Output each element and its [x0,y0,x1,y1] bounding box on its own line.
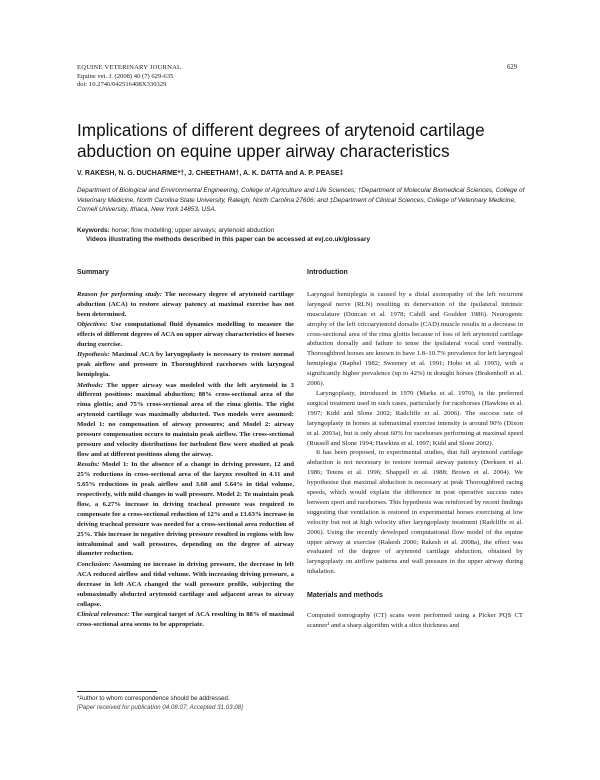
summary-item [77,610,294,630]
summary-item [77,320,294,350]
summary-item-text: The surgical target of ACA resulting in 88% of maximal cross-sectional area seems to be appropriate. [77,610,294,628]
keywords-label: Keywords: [77,227,110,234]
journal-header [77,64,181,90]
introduction-paragraph: Laryngoplasty, introduced in 1970 (Marks et al. 1970), is the preferred surgical treatment used in such cases, particularly for racehorses (Hawkins et al. 1997; Kidd and Slone 2002; Radcliffe et al. 2006). The success rate of laryngoplasty in horses at submaximal exercise intensity is around 90% (Dixon et al. 2003a), but is only about 60% for racehorses performing at maximal speed (Russell and Slone 1994; Hawkins et al. 1997; Kidd and Slone 2002). [307,389,523,447]
footnotes [77,695,377,712]
summary-item [77,460,294,559]
journal-citation: Equine vet. J. (2008) 40 (7) 629-635 [77,72,174,80]
article-title: Implications of different degrees of arytenoid cartilage abduction on equine upper airway characteristics [77,120,485,161]
article-affiliation: Department of Biological and Environmental Engineering, College of Agriculture and Life Sciences; †Department of Molecular Biomedical Sciences, College of Veterinary Medicine, North Carolina State University, Raleigh, North Carolina 27606; and ‡Department of Clinical Sciences, College of Veterinary Medicine, Cornell University, Ithaca, New York 14853, USA. [77,187,525,214]
summary-item [77,290,294,320]
summary-heading: Summary [77,269,109,276]
summary-item-text: The necessary degree of arytenoid cartilage abduction (ACA) to restore airway patency at maximal exercise has not been determined. [77,290,294,318]
methods-heading: Materials and methods [307,592,383,600]
summary-item-text: Assuming no increase in driving pressure, the decrease in left ACA reduced airflow and tidal volume. With increasing driving pressure, a decrease in left ACA changed the wall pressure profile, subjecting the submaximally abducted arytenoid cartilage and adjacent areas to airway collapse. [77,560,294,608]
summary-item-label: Results: [77,461,100,469]
summary-item-label: Objectives: [77,321,108,329]
summary-item-label: Hypothesis: [77,351,110,359]
summary-column [77,268,294,630]
introduction-paragraph: It has been proposed, in experimental studies, that full arytenoid cartilage abduction is not necessary to restore normal airway patency (Derksen et al. 1986; Tetens et al. 1996; Shappell et al. 1988; Brown et al. 2004). We hypothesise that maximal abduction is necessary at peak Thoroughbred racing speeds, which would explain the difference in post operative success rates between sport and racehorses. This hypothesis was reinforced by recent findings suggesting that ventilation is restored in experimental horses exercising at low velocity but not at high velocity after laryngoplasty treatment (Radcliffe et al. 2006). Using the recently developed computational flow model of the equine upper airway at exercise (Rakesh 2006; Rakesh et al. 2008a), the effect was evaluated of the degree of arytenoid cartilage abduction, obtained by laryngoplasty on airflow patterns and wall pressure in the upper airway during inhalation. [307,449,523,576]
summary-item [77,350,294,380]
journal-name: EQUINE VETERINARY JOURNAL [77,64,182,71]
introduction-heading: Introduction [307,269,348,276]
keywords-block [77,226,537,244]
article-authors: V. RAKESH, N. G. DUCHARME*†, J. CHEETHAM†, A. K. DATTA and A. P. PEASE‡ [77,170,344,177]
summary-item-text: The upper airway was modeled with the left arytenoid in 3 different positions: maximal abduction; 88% cross-sectional area of the rima glottis; and 75% cross-sectional area of the rima glottis. The right arytenoid cartilage was maximally abducted. Two models were assumed: Model 1: no compensation of airway pressures; and Model 2: airway pressure compensation occurs to maintain peak airflow. The cross-sectional pressure and velocity distributions for turbulent flow were studied at peak flow and at different positions along the airway. [77,381,294,458]
summary-item-text: Model 1: In the absence of a change in driving pressure, 12 and 25% reductions in cross-sectional area of the larynx resulted in 4.11 and 5.65% reductions in peak airflow and 3.68 and 5.64% in tidal volume, respectively, with mild changes in wall pressure. Model 2: To maintain peak flow, a 6.27% increase in driving tracheal pressure was required to compensate for a cross-sectional reduction of 12% and a 13.63% increase in driving tracheal pressure was needed for a cross-sectional area reduction of 25%. This increase in negative driving pressure resulted in regions with low intraluminal and wall pressures, depending on the degree of airway diameter reduction. [77,461,294,558]
summary-item [77,381,294,460]
methods-paragraph: Computed tomography (CT) scans were performed using a Picker PQS CT scanner¹ and a sharp algorithm with a slice thickness and [307,612,523,629]
page-number: 629 [507,64,518,71]
summary-item-label: Conclusion: [77,560,111,568]
video-note: Videos illustrating the methods described in this paper can be accessed at evj.co.uk/glossary [86,236,371,243]
summary-item-label: Reason for performing study: [77,290,162,298]
correspondence-note: *Author to whom correspondence should be addressed. [77,695,230,702]
journal-doi: doi: 10.2746/042516408X330329 [77,81,167,89]
summary-item [77,560,294,610]
keywords-text: horse; flow modelling; upper airways; arytenoid abduction [111,227,275,234]
summary-item-label: Methods: [77,381,104,389]
introduction-column [307,268,523,631]
received-note: [Paper received for publication 04.08.07; Accepted 31.03.08] [77,703,243,711]
summary-item-label: Clinical relevance: [77,610,130,618]
footnote-rule [77,691,157,692]
introduction-paragraph: Laryngeal hemiplegia is caused by a distal axonopathy of the left recurrent laryngeal nerve (RLN) resulting in denervation of the ipsilateral intrinsic musculature (Duncan et al. 1978; Cahill and Goulden 1986). Neurogenic atrophy of the left cricoarytenoid dorsalis (CAD) muscle results in a decrease in cross-sectional area of the rima glottis because of loss of left arytenoid cartilage abduction dorsally and failure to tense the ipsilateral vocal cord ventrally. Thoroughbred horses are known to have 1.8–10.7% prevalence for left laryngeal hemiplegia (Raphel 1982; Sweeney et al. 1991; Hobo et al. 1995), with a significantly higher prevalence (up to 42%) in draught horses (Brakenhoff et al. 2006). [307,290,523,388]
summary-item-text: Maximal ACA by laryngoplasty is necessary to restore normal peak airflow and pressure in Thoroughbred racehorses with laryngeal hemiplegia. [77,351,294,379]
summary-item-text: Use computational fluid dynamics modelling to measure the effects of different degrees of ACA on upper airway characteristics of horses during exercise. [77,321,295,348]
